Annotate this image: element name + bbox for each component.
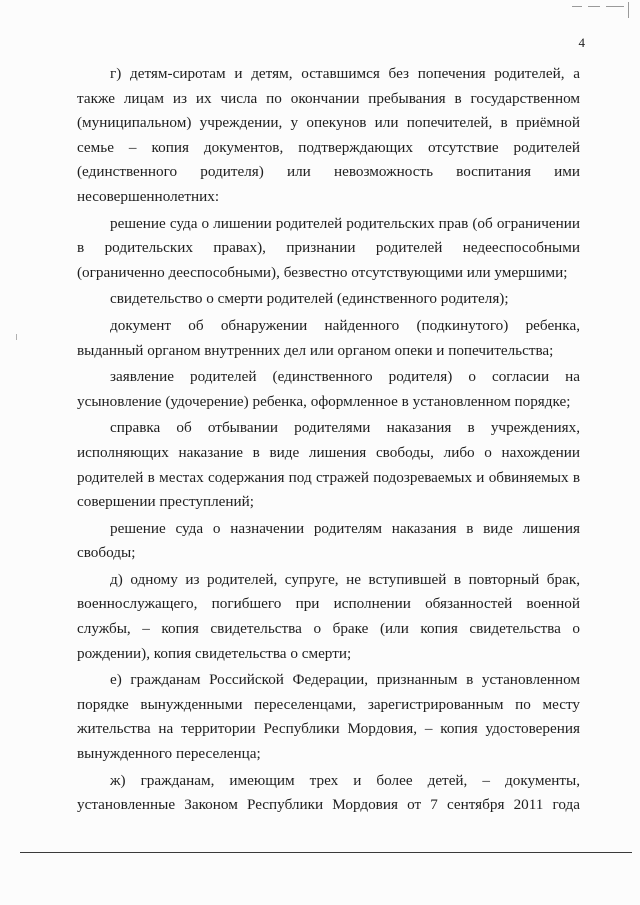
paragraph-imprisonment-certificate: справка об отбывании родителями наказания в учреждениях, исполняющих наказание в виде лишения свободы, либо о нахождении родителей в местах содержания под стражей подозреваемых и обвиняемых в совершении преступлений; — [77, 419, 580, 511]
scan-mark — [588, 6, 600, 7]
paragraph-court-decision-rights: решение суда о лишении родителей родительских прав (об ограничении в родительских правах), признании родителей недееспособными (ограниченно дееспособными), безвестно отсутствующими или умершими; — [77, 214, 580, 281]
paragraph-court-sentence: решение суда о назначении родителям наказания в виде лишения свободы; — [77, 519, 580, 562]
paragraph-item-e: е) гражданам Российской Федерации, признанным в установленном порядке вынужденными переселенцами, зарегистрированным по месту жительства на территории Республики Мордовия, – копия удостоверения вынужденного переселенца; — [77, 671, 580, 763]
margin-mark — [16, 334, 17, 340]
scan-mark — [628, 2, 629, 18]
paragraph-found-child-document: документ об обнаружении найденного (подкинутого) ребенка, выданный органом внутренних дел или органом опеки и попечительства; — [77, 316, 580, 359]
scan-mark — [572, 6, 582, 7]
scan-mark — [606, 6, 624, 7]
paragraph-item-d: д) одному из родителей, супруге, не вступившей в повторный брак, военнослужащего, погибшего при исполнении обязанностей военной службы, – копия свидетельства о браке (или копия свидетельства о рождении), копия свидетельства о смерти; — [77, 570, 580, 662]
page-number: 4 — [578, 35, 585, 50]
document-body — [77, 62, 580, 820]
paragraph-death-certificate: свидетельство о смерти родителей (единственного родителя); — [110, 290, 509, 308]
page-divider — [20, 852, 632, 853]
paragraph-adoption-consent: заявление родителей (единственного родителя) о согласии на усыновление (удочерение) ребенка, оформленное в установленном порядке; — [77, 368, 580, 410]
paragraph-item-zh: ж) гражданам, имеющим трех и более детей, – документы, установленные Законом Республики Мордовия от 7 сентября 2011 года — [77, 771, 580, 814]
paragraph-item-g: г) детям-сиротам и детям, оставшимся без попечения родителей, а также лицам из их числа по окончании пребывания в государственном (муниципальном) учреждении, у опекунов или попечителей, в приёмной семье – копия документов, подтверждающих отсутствие родителей (единственного родителя) или невозможность воспитания ими несовершеннолетних: — [77, 65, 580, 205]
